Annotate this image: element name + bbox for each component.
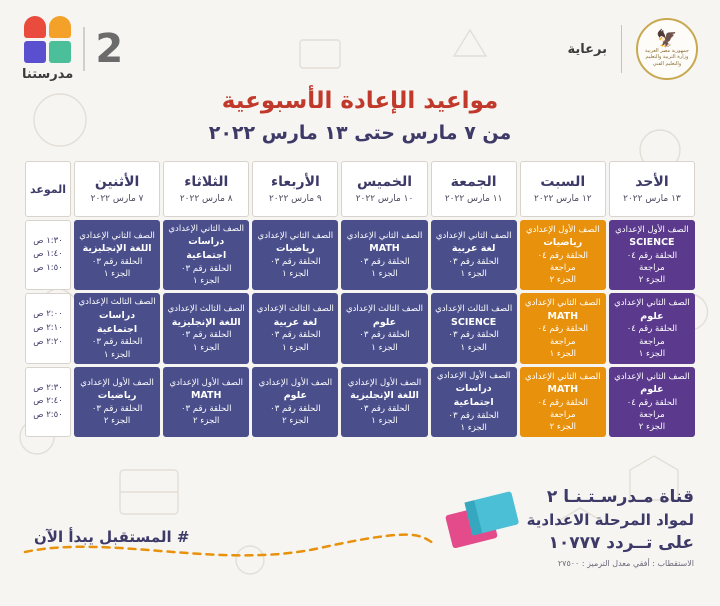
time-slot: ٢:٤٠ ص — [33, 396, 63, 407]
lesson-cell — [520, 367, 606, 437]
day-name: الأحد — [635, 174, 669, 190]
lesson-part: الجزء ١ — [103, 269, 131, 280]
time-slot: ١:٣٠ ص — [33, 235, 63, 246]
channel-block — [22, 16, 123, 82]
day-header — [341, 161, 427, 217]
logo-grid-icon — [24, 16, 71, 63]
time-slot: ١:٤٠ ص — [33, 249, 63, 260]
lesson-part: الجزء ١ — [282, 269, 309, 280]
eagle-icon: 🦅 — [656, 29, 678, 50]
ministry-emblem-icon — [636, 18, 698, 80]
time-cell — [25, 293, 71, 363]
lesson-subject: MATH — [369, 243, 400, 255]
footer-line-3: على تــردد ١٠٧٧٧ — [548, 533, 694, 553]
lesson-cell — [74, 367, 160, 437]
lesson-subject: MATH — [547, 383, 579, 395]
time-cell — [25, 220, 71, 290]
time-slot: ١:٥٠ ص — [33, 263, 63, 274]
lesson-cell — [520, 293, 606, 363]
lesson-episode: الحلقة رقم ٠٤ مراجعة — [626, 324, 678, 347]
lesson-episode: الحلقة رقم ٠٣ — [359, 330, 410, 341]
lesson-cell — [163, 220, 249, 290]
lesson-cell — [609, 367, 695, 437]
lesson-grade: الصف الأول الإعدادي — [80, 377, 154, 388]
lesson-episode: الحلقة رقم ٠٣ — [270, 330, 321, 341]
lesson-grade: الصف الثاني الإعدادي — [614, 371, 690, 382]
lesson-cell — [252, 220, 338, 290]
time-slot: ٢:٥٠ ص — [33, 409, 63, 420]
lesson-cell — [252, 367, 338, 437]
lesson-subject: اللغة الإنجليزية — [171, 316, 241, 328]
schedule-table — [22, 158, 698, 440]
lesson-grade: الصف الثالث الإعدادي — [78, 297, 156, 308]
lesson-subject: علوم — [640, 310, 664, 322]
lesson-part: الجزء ١ — [460, 269, 487, 280]
books-icon — [440, 488, 532, 558]
logo-cell-teal — [49, 41, 71, 63]
channel-name: مدرستنا — [22, 67, 74, 82]
lesson-part: الجزء ١ — [371, 416, 398, 427]
lesson-part: الجزء ١ — [371, 269, 398, 280]
table-header-row — [25, 161, 695, 217]
lesson-subject: رياضيات — [275, 243, 315, 255]
lesson-episode: الحلقة رقم ٠٤ مراجعة — [626, 250, 678, 274]
lesson-part: الجزء ١ — [103, 349, 131, 360]
dashed-path-decoration — [20, 530, 440, 570]
time-cell — [25, 367, 71, 437]
footer-line-1: قناة مـدرسـتـنـا ٢ — [546, 487, 694, 507]
lesson-subject: علوم — [372, 316, 397, 328]
lesson-grade: الصف الثالث الإعدادي — [345, 304, 424, 315]
logo-cell-purple — [24, 41, 46, 63]
channel-number: 2 — [95, 26, 124, 72]
lesson-episode: الحلقة رقم ٠٣ — [448, 256, 499, 267]
lesson-grade: الصف الأول الإعدادي — [436, 370, 511, 381]
lesson-part: الجزء ٢ — [103, 416, 131, 427]
lesson-subject: لغة عربية — [273, 316, 318, 328]
lesson-subject: رياضيات — [97, 390, 137, 402]
lesson-episode: الحلقة رقم ٠٣ — [180, 330, 232, 341]
lesson-episode: الحلقة رقم ٠٤ مراجعة — [537, 324, 589, 347]
madrasatna-logo — [22, 16, 73, 82]
lesson-subject: MATH — [190, 390, 222, 402]
lesson-subject: علوم — [283, 390, 308, 402]
lesson-cell — [341, 293, 427, 363]
lesson-cell — [609, 220, 695, 290]
day-name: الأثنين — [94, 174, 140, 190]
day-date: ١٠ مارس ٢٠٢٢ — [355, 194, 414, 204]
lesson-part: الجزء ٢ — [549, 275, 576, 286]
table-row — [25, 220, 695, 290]
lesson-cell — [431, 293, 517, 363]
lesson-grade: الصف الأول الإعدادي — [347, 377, 422, 388]
lesson-grade: الصف الأول الإعدادي — [169, 377, 243, 388]
lesson-part: الجزء ١ — [282, 342, 309, 353]
lesson-subject: SCIENCE — [629, 237, 675, 249]
day-date: ١٣ مارس ٢٠٢٢ — [623, 194, 681, 204]
lesson-grade: الصف الأول الإعدادي — [526, 224, 600, 235]
lesson-part: الجزء ٢ — [638, 422, 666, 433]
lesson-episode: الحلقة رقم ٠٣ — [91, 256, 143, 267]
lesson-cell — [74, 293, 160, 363]
lesson-episode: الحلقة رقم ٠٣ — [448, 330, 499, 341]
lesson-cell — [341, 367, 427, 437]
lesson-part: الجزء ٢ — [549, 422, 576, 433]
lesson-subject: اللغة الإنجليزية — [82, 243, 152, 255]
lesson-episode: الحلقة رقم ٠٣ — [359, 403, 410, 414]
page-footer — [0, 466, 720, 606]
lesson-subject: SCIENCE — [451, 316, 497, 328]
footer-line-2: لمواد المرحلة الاعدادية — [526, 511, 694, 529]
lesson-grade: الصف الثالث الإعدادي — [256, 304, 334, 315]
lesson-cell — [252, 293, 338, 363]
logo-cell-red — [24, 16, 46, 38]
day-header — [252, 161, 338, 217]
day-name: الأربعاء — [270, 174, 320, 190]
lesson-episode: الحلقة رقم ٠٤ مراجعة — [537, 250, 589, 274]
lesson-part: الجزء ١ — [193, 342, 220, 353]
day-name: الثلاثاء — [184, 174, 229, 190]
lesson-cell — [74, 220, 160, 290]
lesson-subject: علوم — [640, 383, 664, 395]
page-title: مواعيد الإعادة الأسبوعية — [221, 88, 499, 114]
lesson-part: الجزء ١ — [460, 342, 487, 353]
time-slot: ٢:٣٠ ص — [33, 382, 63, 393]
emblem-text: جمهورية مصر العربية وزارة التربية والتعليم والتعليم الفني — [645, 48, 689, 67]
lesson-grade: الصف الثاني الإعدادي — [524, 371, 601, 382]
day-date: ٨ مارس ٢٠٢٢ — [179, 194, 233, 204]
day-name: الخميس — [356, 174, 413, 190]
day-name: السبت — [540, 174, 586, 190]
lesson-subject: لغة عربية — [451, 243, 496, 255]
lesson-episode: الحلقة رقم ٠٣ — [270, 403, 321, 414]
lesson-grade: الصف الثاني الإعدادي — [168, 224, 245, 234]
title-block — [0, 88, 720, 144]
header-divider — [621, 25, 622, 73]
footer-line-4: الاستقطاب : أفقي معدل الترميز : ٢٧٥٠٠ — [557, 559, 694, 568]
ministry-block — [568, 18, 699, 80]
lesson-part: الجزء ١ — [549, 348, 576, 359]
time-slot: ٢:٠٠ ص — [33, 309, 63, 320]
lesson-part: الجزء ٢ — [193, 416, 220, 427]
time-slot: ٢:٢٠ ص — [33, 336, 63, 347]
lesson-grade: الصف الثاني الإعدادي — [257, 230, 334, 241]
lesson-episode: الحلقة رقم ٠٣ — [180, 403, 232, 414]
lesson-grade: الصف الثاني الإعدادي — [524, 298, 601, 309]
day-name: الجمعة — [450, 174, 497, 190]
day-date: ١٢ مارس ٢٠٢٢ — [533, 194, 592, 204]
lesson-cell — [163, 367, 249, 437]
schedule-table-area — [0, 144, 720, 440]
time-slot: ٢:١٠ ص — [33, 322, 63, 333]
lesson-cell — [431, 367, 517, 437]
lesson-grade: الصف الثاني الإعدادي — [79, 230, 155, 241]
lesson-subject: دراسات اجتماعية — [97, 309, 138, 335]
table-row — [25, 293, 695, 363]
day-date: ١١ مارس ٢٠٢٢ — [444, 194, 503, 204]
table-row — [25, 367, 695, 437]
lesson-part: الجزء ٢ — [282, 416, 309, 427]
lesson-grade: الصف الأول الإعدادي — [258, 377, 333, 388]
lesson-grade: الصف الثاني الإعدادي — [435, 230, 512, 241]
lesson-episode: الحلقة رقم ٠٣ — [91, 403, 143, 414]
lesson-episode: الحلقة رقم ٠٣ — [91, 337, 143, 348]
day-header — [520, 161, 606, 217]
channel-divider — [83, 27, 85, 71]
lesson-episode: الحلقة رقم ٠٣ — [448, 410, 499, 421]
lesson-part: الجزء ٢ — [638, 275, 666, 286]
hashtag-text: # المستقبل يبدأ الآن — [34, 528, 190, 546]
logo-cell-orange — [49, 16, 71, 38]
lesson-part: الجزء ١ — [371, 342, 398, 353]
lesson-subject: رياضيات — [543, 237, 583, 249]
day-header — [74, 161, 160, 217]
lesson-grade: الصف الثاني الإعدادي — [614, 298, 690, 309]
lesson-episode: الحلقة رقم ٠٤ مراجعة — [626, 397, 678, 421]
lesson-cell — [163, 293, 249, 363]
time-column-header: الموعد — [25, 161, 71, 217]
lesson-cell — [520, 220, 606, 290]
lesson-subject: دراسات اجتماعية — [186, 236, 227, 262]
lesson-cell — [609, 293, 695, 363]
lesson-episode: الحلقة رقم ٠٣ — [359, 256, 410, 267]
day-date: ٩ مارس ٢٠٢٢ — [268, 194, 322, 204]
day-header — [431, 161, 517, 217]
lesson-episode: الحلقة رقم ٠٣ — [270, 256, 321, 267]
lesson-grade: الصف الأول الإعدادي — [615, 224, 689, 235]
lesson-cell — [431, 220, 517, 290]
frequency-info — [527, 487, 694, 568]
lesson-grade: الصف الثالث الإعدادي — [435, 304, 513, 315]
lesson-subject: MATH — [547, 310, 579, 322]
lesson-grade: الصف الثاني الإعدادي — [346, 230, 423, 241]
lesson-episode: الحلقة رقم ٠٣ — [180, 263, 232, 274]
day-date: ٧ مارس ٢٠٢٢ — [90, 194, 144, 204]
lesson-cell — [341, 220, 427, 290]
lesson-part: الجزء ١ — [638, 348, 666, 359]
lesson-subject: اللغة الإنجليزية — [350, 390, 419, 402]
lesson-grade: الصف الثالث الإعدادي — [167, 304, 245, 315]
sponsor-label: برعاية — [567, 41, 607, 57]
lesson-part: الجزء ١ — [460, 423, 487, 434]
page-subtitle: من ٧ مارس حتى ١٣ مارس ٢٠٢٢ — [208, 122, 512, 144]
page-header — [0, 0, 720, 86]
day-header — [609, 161, 695, 217]
lesson-episode: الحلقة رقم ٠٤ مراجعة — [537, 397, 589, 421]
day-header — [163, 161, 249, 217]
lesson-subject: دراسات اجتماعية — [453, 383, 494, 409]
lesson-part: الجزء ١ — [193, 276, 220, 287]
